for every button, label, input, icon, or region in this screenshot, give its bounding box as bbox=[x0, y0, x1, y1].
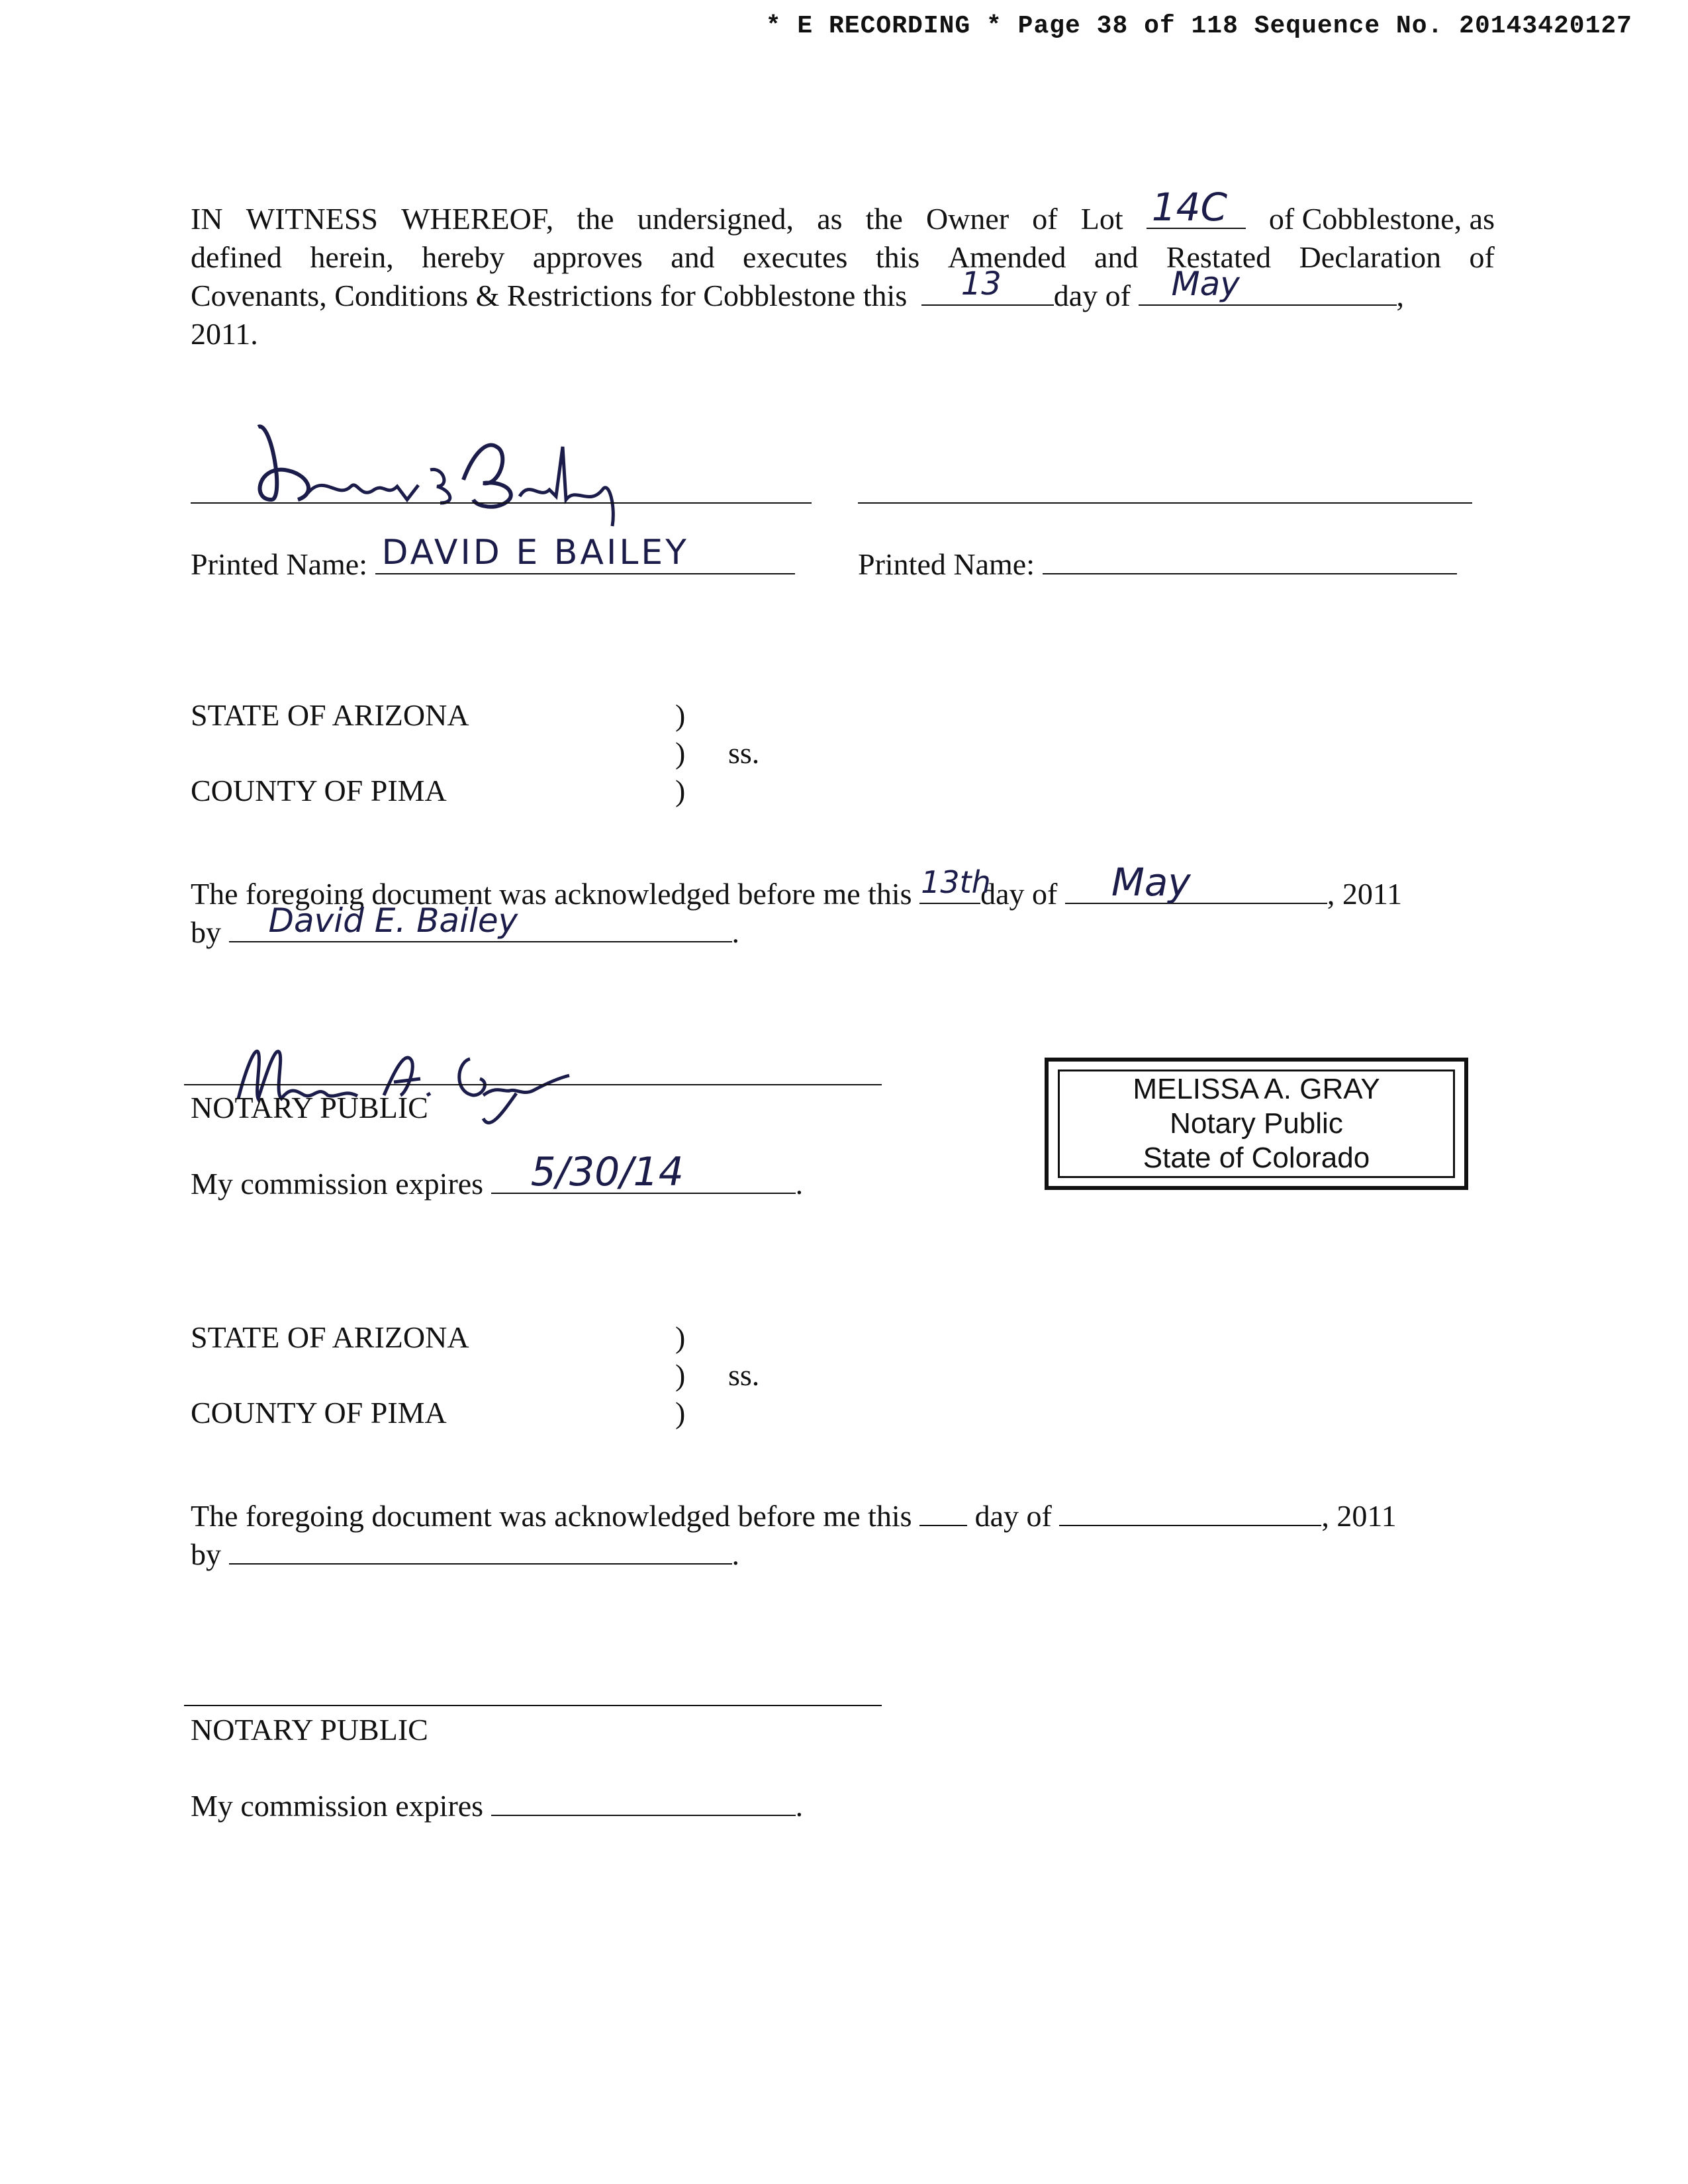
ack-1-month-handwritten: May bbox=[1111, 860, 1191, 905]
ack-1-line-2 bbox=[191, 901, 739, 952]
ack-2-by-field bbox=[229, 1535, 732, 1565]
witness-word: and bbox=[1094, 240, 1139, 274]
witness-word: executes bbox=[743, 240, 848, 274]
witness-line-3-lead: Covenants, Conditions & Restrictions for Cobblestone this bbox=[191, 279, 908, 312]
notary-1-period: . bbox=[795, 1167, 804, 1201]
month-field bbox=[1139, 265, 1397, 306]
witness-line-4: 2011. bbox=[191, 317, 258, 351]
month-handwritten: May bbox=[1171, 265, 1240, 303]
notary-2-signature-line bbox=[184, 1704, 882, 1706]
ack-2-day-field bbox=[919, 1497, 967, 1526]
venue-2-county: COUNTY OF PIMA bbox=[191, 1396, 447, 1430]
notary-2-commission-label: My commission expires bbox=[191, 1789, 484, 1823]
lot-number-handwritten: 14C bbox=[1151, 185, 1228, 230]
witness-word: the bbox=[577, 202, 614, 236]
ack-1-day-of: day of bbox=[980, 877, 1058, 911]
ack-1-lead: The foregoing document was acknowledged before me this bbox=[191, 877, 912, 911]
notary-1-commission-label: My commission expires bbox=[191, 1167, 484, 1201]
ack-2-day-of: day of bbox=[974, 1499, 1052, 1533]
venue-1-state: STATE OF ARIZONA bbox=[191, 698, 469, 732]
witness-word: Amended bbox=[947, 240, 1066, 274]
notary-2-label: NOTARY PUBLIC bbox=[191, 1713, 428, 1747]
day-of-label: day of bbox=[1053, 279, 1131, 312]
lot-number-field bbox=[1147, 185, 1246, 230]
stamp-state: State of Colorado bbox=[1143, 1142, 1370, 1174]
printed-name-handwritten: DAVID E BAILEY bbox=[381, 533, 689, 572]
witness-word: WHEREOF, bbox=[401, 202, 554, 236]
notary-1-signature-line bbox=[184, 1083, 882, 1085]
second-printed-name-label: Printed Name: bbox=[858, 547, 1035, 581]
venue-2-paren-1: ) bbox=[675, 1320, 686, 1354]
notary-2-period: . bbox=[795, 1789, 804, 1823]
witness-word: the bbox=[865, 202, 903, 236]
witness-word: Lot bbox=[1080, 202, 1123, 236]
ack-1-by-field bbox=[229, 901, 732, 942]
venue-1-county: COUNTY OF PIMA bbox=[191, 774, 447, 807]
venue-1-ss: ss. bbox=[728, 736, 760, 770]
witness-word: as bbox=[817, 202, 843, 236]
witness-word: Restated bbox=[1166, 240, 1272, 274]
printed-name-label: Printed Name: bbox=[191, 547, 367, 581]
second-printed-name-row bbox=[858, 545, 1457, 584]
witness-word: this bbox=[875, 240, 920, 274]
ack-2-by-label: by bbox=[191, 1537, 221, 1571]
ack-1-by-handwritten: David E. Bailey bbox=[268, 901, 518, 940]
notary-stamp-inner bbox=[1058, 1069, 1455, 1178]
ack-2-lead: The foregoing document was acknowledged before me this bbox=[191, 1499, 912, 1533]
notary-2-commission-field bbox=[491, 1787, 796, 1816]
witness-line-1 bbox=[191, 185, 1495, 238]
ack-1-day-handwritten: 13th bbox=[921, 864, 991, 900]
witness-word: defined bbox=[191, 240, 282, 274]
ack-1-month-field bbox=[1065, 860, 1327, 905]
day-field bbox=[921, 265, 1054, 306]
stamp-name: MELISSA A. GRAY bbox=[1133, 1073, 1380, 1105]
ack-2-line-2 bbox=[191, 1535, 739, 1574]
notary-1-commission-field bbox=[491, 1149, 796, 1195]
notary-1-commission-row bbox=[191, 1149, 804, 1203]
venue-1-paren-3: ) bbox=[675, 774, 686, 807]
ack-1-by-label: by bbox=[191, 915, 221, 949]
ack-1-period: . bbox=[731, 915, 739, 949]
venue-2-paren-3: ) bbox=[675, 1396, 686, 1430]
venue-2-paren-2: ) bbox=[675, 1358, 686, 1392]
witness-line-1-tail: of Cobblestone, as bbox=[1268, 202, 1495, 236]
witness-line-3 bbox=[191, 265, 1495, 315]
ack-2-month-field bbox=[1059, 1497, 1321, 1526]
printed-name-field bbox=[375, 533, 795, 574]
witness-word: undersigned, bbox=[637, 202, 794, 236]
witness-word: of bbox=[1032, 202, 1058, 236]
witness-word: IN bbox=[191, 202, 223, 236]
venue-2-ss: ss. bbox=[728, 1358, 760, 1392]
witness-word: Owner bbox=[925, 202, 1009, 236]
owner-signature-line bbox=[191, 501, 812, 504]
second-owner-signature-line bbox=[858, 501, 1472, 504]
witness-word: WITNESS bbox=[246, 202, 378, 236]
ack-2-year: , 2011 bbox=[1321, 1499, 1397, 1533]
recording-header: * E RECORDING * Page 38 of 118 Sequence No. 20143420127 bbox=[765, 12, 1632, 40]
ack-1-year: , 2011 bbox=[1327, 877, 1403, 911]
ack-2-line-1 bbox=[191, 1497, 1397, 1535]
witness-word: approves bbox=[532, 240, 643, 274]
witness-paragraph bbox=[191, 185, 1495, 353]
stamp-title: Notary Public bbox=[1170, 1107, 1343, 1140]
day-handwritten: 13 bbox=[961, 265, 1002, 302]
witness-word: and bbox=[671, 240, 715, 274]
comma: , bbox=[1396, 279, 1404, 312]
notary-1-label: NOTARY PUBLIC bbox=[191, 1091, 428, 1124]
second-printed-name-field bbox=[1043, 545, 1457, 574]
ack-2-period: . bbox=[731, 1537, 739, 1571]
notary-stamp bbox=[1045, 1058, 1468, 1190]
notary-1-commission-handwritten: 5/30/14 bbox=[530, 1149, 684, 1195]
notary-2-commission-row bbox=[191, 1787, 803, 1825]
venue-1-paren-2: ) bbox=[675, 736, 686, 770]
venue-2-state: STATE OF ARIZONA bbox=[191, 1320, 469, 1354]
witness-word: herein, bbox=[310, 240, 394, 274]
ack-1-day-field bbox=[919, 864, 991, 904]
witness-word: hereby bbox=[422, 240, 505, 274]
printed-name-row bbox=[191, 533, 795, 584]
witness-line-2 bbox=[191, 238, 1495, 277]
witness-word: of bbox=[1469, 240, 1495, 274]
venue-1-paren-1: ) bbox=[675, 698, 686, 732]
witness-word: Declaration bbox=[1299, 240, 1442, 274]
